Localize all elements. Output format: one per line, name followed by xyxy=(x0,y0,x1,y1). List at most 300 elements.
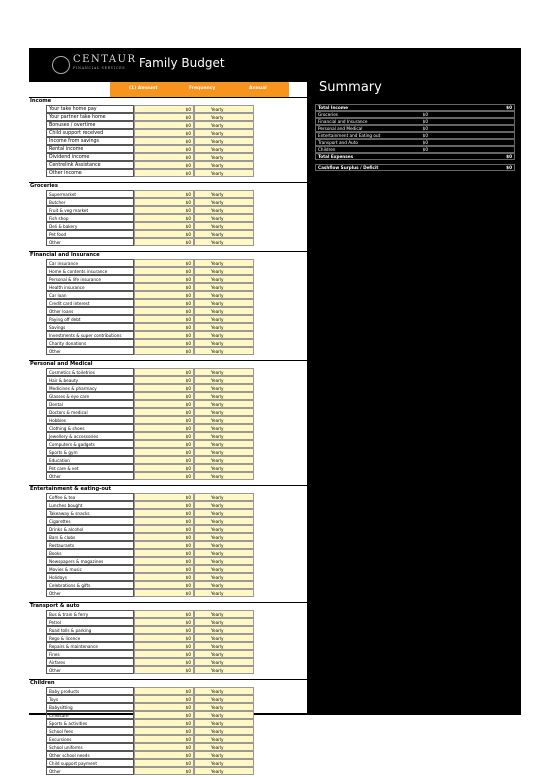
summary-value: $0 xyxy=(422,140,428,145)
row-label: Your take home pay xyxy=(46,105,134,113)
frequency-cell[interactable]: Yearly xyxy=(194,525,254,533)
amount-cell[interactable]: $0 xyxy=(134,275,194,283)
table-row xyxy=(29,650,307,658)
table-row xyxy=(29,206,307,214)
row-label: Toys xyxy=(46,695,134,703)
table-row xyxy=(29,153,307,161)
frequency-cell[interactable]: Yearly xyxy=(194,565,254,573)
frequency-cell[interactable]: Yearly xyxy=(194,719,254,727)
amount-cell[interactable]: $0 xyxy=(134,642,194,650)
amount-cell[interactable]: $0 xyxy=(134,291,194,299)
column-header-amount: (1) Amount xyxy=(129,86,158,91)
row-label: Cigarettes xyxy=(46,517,134,525)
table-row xyxy=(29,339,307,347)
summary-label: Children xyxy=(318,147,336,152)
row-label: Education xyxy=(46,456,134,464)
frequency-cell[interactable]: Yearly xyxy=(194,339,254,347)
frequency-cell[interactable]: Yearly xyxy=(194,634,254,642)
row-label: Computers & gadgets xyxy=(46,440,134,448)
summary-row xyxy=(315,153,515,160)
frequency-cell[interactable]: Yearly xyxy=(194,230,254,238)
amount-cell[interactable]: $0 xyxy=(134,113,194,121)
amount-cell[interactable]: $0 xyxy=(134,424,194,432)
frequency-cell[interactable]: Yearly xyxy=(194,618,254,626)
table-row xyxy=(29,384,307,392)
row-label: Books xyxy=(46,549,134,557)
amount-cell[interactable]: $0 xyxy=(134,687,194,695)
table-row xyxy=(29,169,307,177)
summary-label: Total Income xyxy=(318,105,348,110)
table-row xyxy=(29,105,307,113)
frequency-cell[interactable]: Yearly xyxy=(194,315,254,323)
frequency-cell[interactable]: Yearly xyxy=(194,440,254,448)
summary-row xyxy=(315,111,515,118)
amount-cell[interactable]: $0 xyxy=(134,703,194,711)
row-label: Cosmetics & toiletries xyxy=(46,368,134,376)
amount-cell[interactable]: $0 xyxy=(134,283,194,291)
frequency-cell[interactable]: Yearly xyxy=(194,464,254,472)
amount-cell[interactable]: $0 xyxy=(134,525,194,533)
row-label: Repairs & maintenance xyxy=(46,642,134,650)
amount-cell[interactable]: $0 xyxy=(134,416,194,424)
amount-cell[interactable]: $0 xyxy=(134,711,194,719)
cashflow-row xyxy=(315,164,515,171)
table-row xyxy=(29,307,307,315)
frequency-cell[interactable]: Yearly xyxy=(194,145,254,153)
amount-cell[interactable]: $0 xyxy=(134,121,194,129)
amount-cell[interactable]: $0 xyxy=(134,517,194,525)
frequency-cell[interactable]: Yearly xyxy=(194,137,254,145)
table-row xyxy=(29,267,307,275)
summary-row xyxy=(315,118,515,125)
summary-title: Summary xyxy=(319,80,382,95)
amount-cell[interactable]: $0 xyxy=(134,105,194,113)
amount-cell[interactable]: $0 xyxy=(134,549,194,557)
frequency-cell[interactable]: Yearly xyxy=(194,299,254,307)
section-heading xyxy=(29,182,307,190)
table-row xyxy=(29,626,307,634)
frequency-cell[interactable]: Yearly xyxy=(194,557,254,565)
frequency-cell[interactable]: Yearly xyxy=(194,642,254,650)
table-row xyxy=(29,392,307,400)
amount-cell[interactable]: $0 xyxy=(134,392,194,400)
frequency-cell[interactable]: Yearly xyxy=(194,695,254,703)
row-label: Pet food xyxy=(46,230,134,238)
frequency-cell[interactable]: Yearly xyxy=(194,424,254,432)
row-label: Savings xyxy=(46,323,134,331)
frequency-cell[interactable]: Yearly xyxy=(194,751,254,759)
frequency-cell[interactable]: Yearly xyxy=(194,198,254,206)
row-label: Bars & clubs xyxy=(46,533,134,541)
amount-cell[interactable]: $0 xyxy=(134,509,194,517)
table-row xyxy=(29,113,307,121)
table-row xyxy=(29,565,307,573)
amount-cell[interactable]: $0 xyxy=(134,493,194,501)
frequency-cell[interactable]: Yearly xyxy=(194,658,254,666)
frequency-cell[interactable]: Yearly xyxy=(194,541,254,549)
amount-cell[interactable]: $0 xyxy=(134,230,194,238)
frequency-cell[interactable]: Yearly xyxy=(194,666,254,674)
amount-cell[interactable]: $0 xyxy=(134,557,194,565)
budget-rows xyxy=(29,97,307,775)
section-heading xyxy=(29,485,307,493)
amount-cell[interactable]: $0 xyxy=(134,408,194,416)
frequency-cell[interactable]: Yearly xyxy=(194,206,254,214)
row-label: Medicines & pharmacy xyxy=(46,384,134,392)
cashflow-value: $0 xyxy=(506,165,512,170)
table-row xyxy=(29,573,307,581)
table-row xyxy=(29,129,307,137)
frequency-cell[interactable]: Yearly xyxy=(194,121,254,129)
table-row xyxy=(29,424,307,432)
table-row xyxy=(29,238,307,246)
amount-cell[interactable]: $0 xyxy=(134,464,194,472)
frequency-cell[interactable]: Yearly xyxy=(194,687,254,695)
row-label: Other xyxy=(46,589,134,597)
amount-cell[interactable]: $0 xyxy=(134,315,194,323)
frequency-cell[interactable]: Yearly xyxy=(194,432,254,440)
frequency-cell[interactable]: Yearly xyxy=(194,517,254,525)
amount-cell[interactable]: $0 xyxy=(134,650,194,658)
amount-cell[interactable]: $0 xyxy=(134,137,194,145)
section-6 xyxy=(29,674,307,775)
amount-cell[interactable]: $0 xyxy=(134,767,194,775)
amount-cell[interactable]: $0 xyxy=(134,267,194,275)
row-label: Investments & super contributions xyxy=(46,331,134,339)
row-label: Other loans xyxy=(46,307,134,315)
row-label: Child support received xyxy=(46,129,134,137)
table-row xyxy=(29,703,307,711)
section-3 xyxy=(29,355,307,480)
row-label: Other xyxy=(46,666,134,674)
table-row xyxy=(29,368,307,376)
frequency-cell[interactable]: Yearly xyxy=(194,493,254,501)
amount-cell[interactable]: $0 xyxy=(134,727,194,735)
frequency-cell[interactable]: Yearly xyxy=(194,400,254,408)
row-label: Celebrations & gifts xyxy=(46,581,134,589)
budget-sheet xyxy=(29,48,521,774)
table-row xyxy=(29,137,307,145)
row-label: Lunches bought xyxy=(46,501,134,509)
frequency-cell[interactable]: Yearly xyxy=(194,368,254,376)
table-row xyxy=(29,448,307,456)
table-row xyxy=(29,666,307,674)
row-label: Takeaway & snacks xyxy=(46,509,134,517)
frequency-cell[interactable]: Yearly xyxy=(194,113,254,121)
column-header-annual: Annual xyxy=(249,86,267,91)
row-label: Childcare xyxy=(46,711,134,719)
summary-label: Total Expenses xyxy=(318,154,354,159)
table-row xyxy=(29,230,307,238)
row-label: Fish shop xyxy=(46,214,134,222)
table-row xyxy=(29,711,307,719)
amount-cell[interactable]: $0 xyxy=(134,581,194,589)
row-label: Other xyxy=(46,767,134,775)
row-label: Babysitting xyxy=(46,703,134,711)
table-row xyxy=(29,222,307,230)
frequency-cell[interactable]: Yearly xyxy=(194,190,254,198)
frequency-cell[interactable]: Yearly xyxy=(194,501,254,509)
amount-cell[interactable]: $0 xyxy=(134,153,194,161)
table-row xyxy=(29,323,307,331)
frequency-cell[interactable]: Yearly xyxy=(194,331,254,339)
frequency-cell[interactable]: Yearly xyxy=(194,169,254,177)
row-label: Personal & life insurance xyxy=(46,275,134,283)
table-row xyxy=(29,759,307,767)
table-row xyxy=(29,549,307,557)
table-row xyxy=(29,299,307,307)
frequency-cell[interactable]: Yearly xyxy=(194,129,254,137)
amount-cell[interactable]: $0 xyxy=(134,214,194,222)
amount-cell[interactable]: $0 xyxy=(134,573,194,581)
amount-cell[interactable]: $0 xyxy=(134,432,194,440)
frequency-cell[interactable]: Yearly xyxy=(194,238,254,246)
row-label: Dental xyxy=(46,400,134,408)
table-row xyxy=(29,416,307,424)
amount-cell[interactable]: $0 xyxy=(134,238,194,246)
frequency-cell[interactable]: Yearly xyxy=(194,392,254,400)
summary-row xyxy=(315,139,515,146)
amount-cell[interactable]: $0 xyxy=(134,440,194,448)
frequency-cell[interactable]: Yearly xyxy=(194,384,254,392)
amount-cell[interactable]: $0 xyxy=(134,634,194,642)
table-row xyxy=(29,456,307,464)
amount-cell[interactable]: $0 xyxy=(134,206,194,214)
table-row xyxy=(29,618,307,626)
amount-cell[interactable]: $0 xyxy=(134,222,194,230)
amount-cell[interactable]: $0 xyxy=(134,323,194,331)
frequency-cell[interactable]: Yearly xyxy=(194,291,254,299)
section-title: Children xyxy=(30,680,55,686)
row-label: School fees xyxy=(46,727,134,735)
row-label: Paying off debt xyxy=(46,315,134,323)
table-row xyxy=(29,472,307,480)
frequency-cell[interactable]: Yearly xyxy=(194,727,254,735)
row-label: Pet care & vet xyxy=(46,464,134,472)
amount-cell[interactable]: $0 xyxy=(134,448,194,456)
row-label: Holidays xyxy=(46,573,134,581)
amount-cell[interactable]: $0 xyxy=(134,589,194,597)
budget-table xyxy=(29,82,307,774)
summary-label: Groceries xyxy=(318,112,338,117)
row-label: Car insurance xyxy=(46,259,134,267)
summary-value: $0 xyxy=(422,147,428,152)
frequency-cell[interactable]: Yearly xyxy=(194,105,254,113)
frequency-cell[interactable]: Yearly xyxy=(194,416,254,424)
amount-cell[interactable]: $0 xyxy=(134,759,194,767)
summary-label: Transport and Auto xyxy=(318,140,358,145)
section-title: Groceries xyxy=(30,183,58,189)
table-row xyxy=(29,259,307,267)
amount-cell[interactable]: $0 xyxy=(134,751,194,759)
section-4 xyxy=(29,480,307,597)
amount-cell[interactable]: $0 xyxy=(134,161,194,169)
table-row xyxy=(29,331,307,339)
row-label: Fruit & veg market xyxy=(46,206,134,214)
row-label: Centrelink Assistance xyxy=(46,161,134,169)
table-row xyxy=(29,642,307,650)
section-title: Personal and Medical xyxy=(30,361,93,367)
amount-cell[interactable]: $0 xyxy=(134,299,194,307)
amount-cell[interactable]: $0 xyxy=(134,307,194,315)
row-label: Your partner take home xyxy=(46,113,134,121)
section-5 xyxy=(29,597,307,674)
frequency-cell[interactable]: Yearly xyxy=(194,323,254,331)
frequency-cell[interactable]: Yearly xyxy=(194,735,254,743)
frequency-cell[interactable]: Yearly xyxy=(194,509,254,517)
frequency-cell[interactable]: Yearly xyxy=(194,275,254,283)
amount-cell[interactable]: $0 xyxy=(134,259,194,267)
frequency-cell[interactable]: Yearly xyxy=(194,214,254,222)
amount-cell[interactable]: $0 xyxy=(134,129,194,137)
amount-cell[interactable]: $0 xyxy=(134,533,194,541)
centaur-logo-icon xyxy=(52,56,70,74)
amount-cell[interactable]: $0 xyxy=(134,145,194,153)
frequency-cell[interactable]: Yearly xyxy=(194,711,254,719)
amount-cell[interactable]: $0 xyxy=(134,368,194,376)
frequency-cell[interactable]: Yearly xyxy=(194,767,254,775)
row-label: Supermarket xyxy=(46,190,134,198)
section-0 xyxy=(29,97,307,177)
table-row xyxy=(29,533,307,541)
amount-cell[interactable]: $0 xyxy=(134,541,194,549)
frequency-cell[interactable]: Yearly xyxy=(194,267,254,275)
frequency-cell[interactable]: Yearly xyxy=(194,743,254,751)
row-label: Sports & activities xyxy=(46,719,134,727)
frequency-cell[interactable]: Yearly xyxy=(194,283,254,291)
amount-cell[interactable]: $0 xyxy=(134,472,194,480)
brand-subtitle: FINANCIAL SERVICES xyxy=(73,66,126,70)
amount-cell[interactable]: $0 xyxy=(134,384,194,392)
row-label: Hair & beauty xyxy=(46,376,134,384)
amount-cell[interactable]: $0 xyxy=(134,169,194,177)
row-label: Other income xyxy=(46,169,134,177)
amount-cell[interactable]: $0 xyxy=(134,666,194,674)
row-label: Airfares xyxy=(46,658,134,666)
row-label: Health insurance xyxy=(46,283,134,291)
frequency-cell[interactable]: Yearly xyxy=(194,456,254,464)
frequency-cell[interactable]: Yearly xyxy=(194,626,254,634)
table-row xyxy=(29,198,307,206)
row-label: Home & contents insurance xyxy=(46,267,134,275)
cashflow-label: Cashflow Surplus / Deficit xyxy=(318,165,379,170)
frequency-cell[interactable]: Yearly xyxy=(194,161,254,169)
frequency-cell[interactable]: Yearly xyxy=(194,549,254,557)
frequency-cell[interactable]: Yearly xyxy=(194,610,254,618)
section-heading xyxy=(29,679,307,687)
table-row xyxy=(29,493,307,501)
table-row xyxy=(29,145,307,153)
frequency-cell[interactable]: Yearly xyxy=(194,650,254,658)
summary-row xyxy=(315,146,515,153)
amount-cell[interactable]: $0 xyxy=(134,618,194,626)
amount-cell[interactable]: $0 xyxy=(134,565,194,573)
frequency-cell[interactable]: Yearly xyxy=(194,703,254,711)
amount-cell[interactable]: $0 xyxy=(134,610,194,618)
amount-cell[interactable]: $0 xyxy=(134,626,194,634)
frequency-cell[interactable]: Yearly xyxy=(194,307,254,315)
table-row xyxy=(29,735,307,743)
row-label: Hobbies xyxy=(46,416,134,424)
summary-value: $0 xyxy=(506,154,512,159)
frequency-cell[interactable]: Yearly xyxy=(194,347,254,355)
amount-cell[interactable]: $0 xyxy=(134,658,194,666)
amount-cell[interactable]: $0 xyxy=(134,190,194,198)
amount-cell[interactable]: $0 xyxy=(134,400,194,408)
summary-row xyxy=(315,104,515,111)
amount-cell[interactable]: $0 xyxy=(134,743,194,751)
table-row xyxy=(29,695,307,703)
frequency-cell[interactable]: Yearly xyxy=(194,259,254,267)
row-label: Restaurants xyxy=(46,541,134,549)
table-row xyxy=(29,743,307,751)
frequency-cell[interactable]: Yearly xyxy=(194,581,254,589)
brand-name: CENTAUR xyxy=(73,54,137,65)
amount-cell[interactable]: $0 xyxy=(134,198,194,206)
frequency-cell[interactable]: Yearly xyxy=(194,222,254,230)
row-label: Newspapers & magazines xyxy=(46,557,134,565)
frequency-cell[interactable]: Yearly xyxy=(194,472,254,480)
table-row xyxy=(29,719,307,727)
table-row xyxy=(29,658,307,666)
frequency-cell[interactable]: Yearly xyxy=(194,448,254,456)
row-label: Butcher xyxy=(46,198,134,206)
table-row xyxy=(29,408,307,416)
table-row xyxy=(29,121,307,129)
table-row xyxy=(29,400,307,408)
table-row xyxy=(29,501,307,509)
row-label: Credit card interest xyxy=(46,299,134,307)
amount-cell[interactable]: $0 xyxy=(134,735,194,743)
summary-row xyxy=(315,132,515,139)
frequency-cell[interactable]: Yearly xyxy=(194,408,254,416)
row-label: Other xyxy=(46,238,134,246)
row-label: Sports & gym xyxy=(46,448,134,456)
row-label: School uniforms xyxy=(46,743,134,751)
table-row xyxy=(29,283,307,291)
row-label: Doctors & medical xyxy=(46,408,134,416)
table-row xyxy=(29,727,307,735)
amount-cell[interactable]: $0 xyxy=(134,376,194,384)
frequency-cell[interactable]: Yearly xyxy=(194,153,254,161)
amount-cell[interactable]: $0 xyxy=(134,347,194,355)
table-row xyxy=(29,634,307,642)
frequency-cell[interactable]: Yearly xyxy=(194,589,254,597)
frequency-cell[interactable]: Yearly xyxy=(194,533,254,541)
section-heading xyxy=(29,360,307,368)
amount-cell[interactable]: $0 xyxy=(134,719,194,727)
page-title: Family Budget xyxy=(139,56,225,70)
amount-cell[interactable]: $0 xyxy=(134,339,194,347)
table-row xyxy=(29,589,307,597)
summary-value: $0 xyxy=(506,105,512,110)
row-label: Road tolls & parking xyxy=(46,626,134,634)
table-row xyxy=(29,687,307,695)
amount-cell[interactable]: $0 xyxy=(134,456,194,464)
table-row xyxy=(29,557,307,565)
header xyxy=(29,48,521,80)
amount-cell[interactable]: $0 xyxy=(134,501,194,509)
frequency-cell[interactable]: Yearly xyxy=(194,759,254,767)
row-label: Other xyxy=(46,472,134,480)
amount-cell[interactable]: $0 xyxy=(134,331,194,339)
frequency-cell[interactable]: Yearly xyxy=(194,573,254,581)
table-row xyxy=(29,161,307,169)
row-label: Child support payment xyxy=(46,759,134,767)
table-row xyxy=(29,509,307,517)
frequency-cell[interactable]: Yearly xyxy=(194,376,254,384)
amount-cell[interactable]: $0 xyxy=(134,695,194,703)
